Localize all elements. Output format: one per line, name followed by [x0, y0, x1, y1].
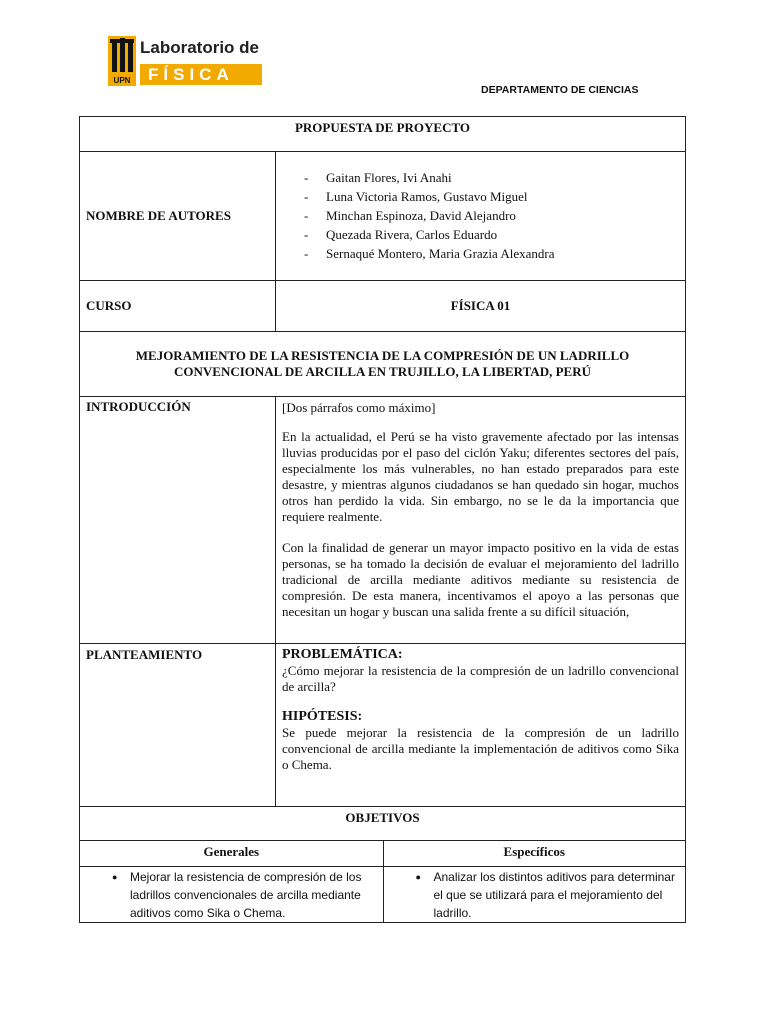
authors-label: NOMBRE DE AUTORES	[80, 152, 276, 280]
logo-mark-text: UPN	[113, 76, 131, 85]
introduction-note: [Dos párrafos como máximo]	[282, 400, 436, 415]
title-row	[80, 117, 685, 152]
introduction-label: INTRODUCCIÓN	[80, 397, 276, 643]
objectives-title: OBJETIVOS	[345, 810, 420, 825]
authors-list	[304, 168, 685, 263]
upn-logo-icon	[108, 36, 136, 86]
general-cell	[80, 867, 383, 922]
logo-title: Laboratorio de	[140, 38, 260, 57]
logo-subtitle: FÍSICA	[148, 65, 234, 84]
hypothesis-text: Se puede mejorar la resistencia de la compresión de un ladrillo convencional de arcilla mediante la implementación de aditivos como Sika o Chema.	[282, 725, 679, 772]
objectives-header-row	[80, 841, 685, 867]
introduction-cell	[276, 397, 685, 643]
course-row	[80, 281, 685, 332]
objectives-items-row	[80, 867, 685, 922]
specific-objective: ● Analizar los distintos aditivos para determinar el que se utilizará para el mejoramiento del ladrillo.	[434, 868, 678, 922]
introduction-paragraph-1: En la actualidad, el Perú se ha visto gravemente afectado por las intensas lluvias producidas por el paso del ciclón Yaku; diferentes sectores del país, especialmente los más vulnerables, no han estado preparados para este desastre, y mientras algunos ciudadanos se han quedado sin hogar, muchos otros han perdido la vida. Sin embargo, no se le da la importancia que requiere realmente.	[282, 429, 679, 524]
hypothesis-heading: HIPÓTESIS:	[282, 709, 363, 724]
planteamiento-label: PLANTEAMIENTO	[80, 644, 276, 806]
author-item: - Luna Victoria Ramos, Gustavo Miguel	[326, 187, 685, 206]
course-value: FÍSICA 01	[450, 298, 511, 313]
project-title-row	[80, 332, 685, 397]
form-title: PROPUESTA DE PROYECTO	[294, 120, 471, 135]
author-item: - Gaitan Flores, Ivi Anahi	[326, 168, 685, 187]
department-label: DEPARTAMENTO DE CIENCIAS	[481, 84, 639, 96]
specific-cell	[383, 867, 686, 922]
general-header: Generales	[203, 844, 260, 859]
authors-row	[80, 152, 685, 281]
general-objective: ● Mejorar la resistencia de compresión de los ladrillos convencionales de arcilla mediante aditivos como Sika o Chema.	[130, 868, 375, 922]
lab-logo	[108, 36, 263, 86]
introduction-row	[80, 397, 685, 644]
problem-text: ¿Cómo mejorar la resistencia de la compresión de un ladrillo convencional de arcilla?	[282, 663, 679, 694]
course-label: CURSO	[80, 281, 276, 331]
planteamiento-row	[80, 644, 685, 807]
objectives-title-row	[80, 807, 685, 841]
general-list	[86, 868, 375, 922]
author-item: - Sernaqué Montero, Maria Grazia Alexandra	[326, 244, 685, 263]
proposal-table	[79, 116, 686, 923]
project-title: MEJORAMIENTO DE LA RESISTENCIA DE LA COMPRESIÓN DE UN LADRILLO CONVENCIONAL DE ARCILLA EN TRUJILLO, LA LIBERTAD, PERÚ	[135, 348, 630, 379]
author-item: - Quezada Rivera, Carlos Eduardo	[326, 225, 685, 244]
specific-list	[390, 868, 678, 922]
problem-heading: PROBLEMÁTICA:	[282, 647, 403, 662]
authors-cell	[276, 152, 685, 280]
planteamiento-cell	[276, 644, 685, 806]
introduction-paragraph-2: Con la finalidad de generar un mayor impacto positivo en la vida de estas personas, se ha tomado la decisión de evaluar el mejoramiento del ladrillo tradicional de arcilla mediante aditivos mediante su resistencia de compresión. De esta manera, incentivamos el apoyo a las personas que necesitan un hogar y buscan una salida frente a su difícil situación,	[282, 540, 679, 619]
author-item: - Minchan Espinoza, David Alejandro	[326, 206, 685, 225]
specific-header: Específicos	[383, 841, 686, 866]
